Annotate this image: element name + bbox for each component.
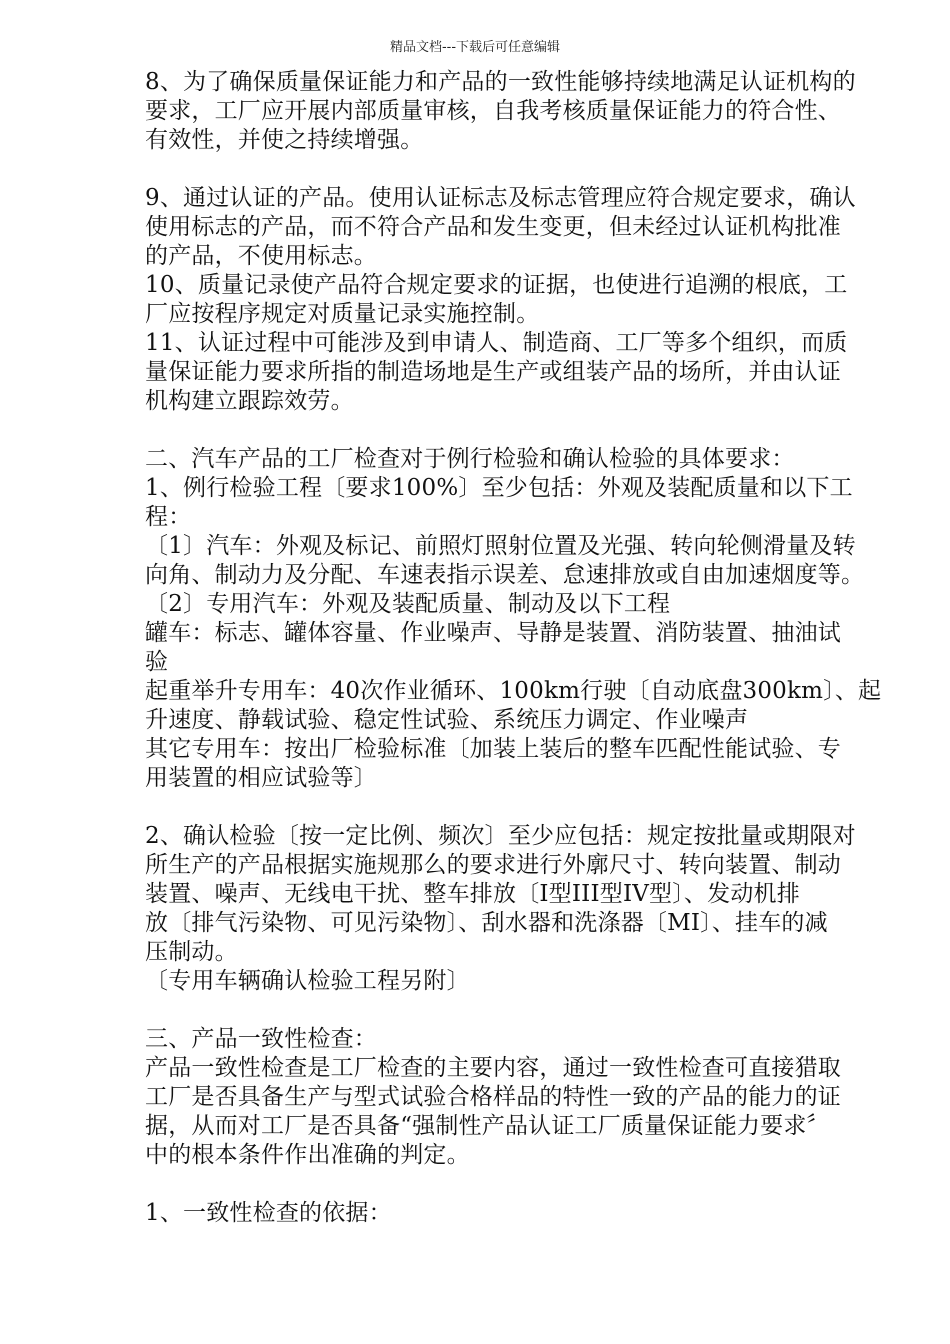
text-line: 程： <box>145 504 192 530</box>
blank-line <box>145 155 885 184</box>
text-line: 压制动。 <box>145 939 238 965</box>
text-line: 用装置的相应试验等〕 <box>145 765 377 791</box>
blank-line <box>145 793 885 822</box>
text-line: 要求，工厂应开展内部质量审核，自我考核质量保证能力的符合性、 <box>145 98 841 124</box>
text-line: 向角、制动力及分配、车速表指示误差、怠速排放或自由加速烟度等。 <box>145 562 865 588</box>
blank-line <box>145 996 885 1025</box>
section-heading: 二、汽车产品的工厂检查对于例行检验和确认检验的具体要求： <box>145 446 795 472</box>
text-line: 升速度、静载试验、稳定性试验、系统压力调定、作业噪声 <box>145 707 749 733</box>
text-line: 9、通过认证的产品。使用认证标志及标志管理应符合规定要求，确认 <box>145 185 856 211</box>
text-line: 〔2〕专用汽车：外观及装配质量、制动及以下工程 <box>145 591 671 617</box>
text-line: 量保证能力要求所指的制造场地是生产或组装产品的场所，并由认证 <box>145 359 841 385</box>
text-line: 厂应按程序规定对质量记录实施控制。 <box>145 301 540 327</box>
text-line: 10、质量记录使产品符合规定要求的证据，也使进行追溯的根底，工 <box>145 272 848 298</box>
sub-heading: 1、一致性检查的依据： <box>145 1200 392 1226</box>
text-line: 装置、噪声、无线电干扰、整车排放〔I型III型IV型〕、发动机排 <box>145 881 800 907</box>
text-line: 1、例行检验工程〔要求100%〕至少包括：外观及装配质量和以下工 <box>145 475 853 501</box>
text-line: 产品一致性检查是工厂检查的主要内容，通过一致性检查可直接猎取 <box>145 1055 841 1081</box>
document-body <box>145 68 885 1228</box>
text-line: 工厂是否具备生产与型式试验合格样品的特性一致的产品的能力的证 <box>145 1084 841 1110</box>
text-line: 据，从而对工厂是否具备“强制性产品认证工厂质量保证能力要求〞 <box>145 1113 830 1139</box>
text-line: 8、为了确保质量保证能力和产品的一致性能够持续地满足认证机构的 <box>145 69 856 95</box>
text-line: 2、确认检验〔按一定比例、频次〕至少应包括：规定按批量或期限对 <box>145 823 856 849</box>
text-line: 起重举升专用车：40次作业循环、100km行驶〔自动底盘300km〕、起 <box>145 678 882 704</box>
blank-line <box>145 1170 885 1199</box>
text-line: 使用标志的产品，而不符合产品和发生变更，但未经过认证机构批准 <box>145 214 841 240</box>
text-line: 〔专用车辆确认检验工程另附〕 <box>145 968 470 994</box>
text-line: 放〔排气污染物、可见污染物〕、刮水器和洗涤器〔MI〕、挂车的减 <box>145 910 828 936</box>
text-line: 11、认证过程中可能涉及到申请人、制造商、工厂等多个组织，而质 <box>145 330 848 356</box>
text-line: 有效性，并使之持续增强。 <box>145 127 424 153</box>
blank-line <box>145 416 885 445</box>
text-line: 的产品，不使用标志。 <box>145 243 377 269</box>
text-line: 机构建立跟踪效劳。 <box>145 388 354 414</box>
text-line: 其它专用车：按出厂检验标准〔加装上装后的整车匹配性能试验、专 <box>145 736 841 762</box>
text-line: 〔1〕汽车：外观及标记、前照灯照射位置及光强、转向轮侧滑量及转 <box>145 533 856 559</box>
text-line: 罐车：标志、罐体容量、作业噪声、导静是装置、消防装置、抽油试 <box>145 620 841 646</box>
section-heading: 三、产品一致性检查： <box>145 1026 377 1052</box>
text-line: 所生产的产品根据实施规那么的要求进行外廓尺寸、转向装置、制动 <box>145 852 841 878</box>
text-line: 中的根本条件作出准确的判定。 <box>145 1142 470 1168</box>
page-header: 精品文档---下载后可任意编辑 <box>389 40 561 55</box>
text-line: 验 <box>145 649 169 675</box>
